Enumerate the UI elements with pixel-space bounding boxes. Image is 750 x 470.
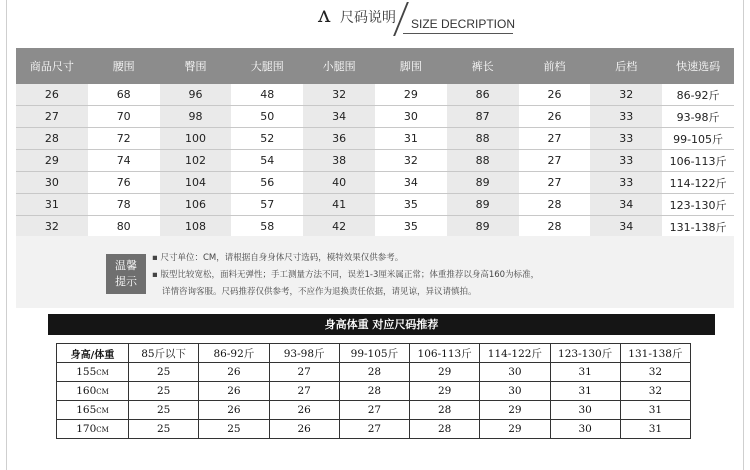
height-cell bbox=[57, 382, 129, 401]
recommendation-table bbox=[56, 343, 691, 439]
size-table-cell: 72 bbox=[88, 128, 160, 150]
size-table-cell: 58 bbox=[231, 216, 303, 238]
size-table-cell: 34 bbox=[590, 194, 662, 216]
recommended-size-cell: 32 bbox=[620, 363, 690, 382]
size-table-cell: 34 bbox=[303, 106, 375, 128]
size-table-cell: 99-105斤 bbox=[662, 128, 734, 150]
recommended-size-cell: 27 bbox=[339, 401, 409, 420]
size-table-cell: 96 bbox=[160, 84, 232, 106]
size-table-cell: 29 bbox=[16, 150, 88, 172]
size-table-cell: 54 bbox=[231, 150, 303, 172]
recommended-size-cell: 28 bbox=[339, 382, 409, 401]
size-table-cell: 26 bbox=[519, 84, 591, 106]
header-underline bbox=[403, 33, 513, 34]
size-table-cell: 32 bbox=[16, 216, 88, 238]
warm-tips-label-2: 提示 bbox=[115, 275, 137, 288]
recommended-size-cell: 31 bbox=[620, 401, 690, 420]
size-table-cell: 89 bbox=[447, 172, 519, 194]
size-table-cell: 28 bbox=[16, 128, 88, 150]
size-table-cell: 31 bbox=[375, 128, 447, 150]
size-table-cell: 32 bbox=[590, 84, 662, 106]
height-cell bbox=[57, 363, 129, 382]
height-value: 160 bbox=[76, 385, 97, 397]
size-table-cell: 108 bbox=[160, 216, 232, 238]
size-table-cell: 33 bbox=[590, 128, 662, 150]
waist-col-header: 腰围 bbox=[88, 48, 160, 84]
size-table-cell: 100 bbox=[160, 128, 232, 150]
front-rise-col-header: 前档 bbox=[519, 48, 591, 84]
recommended-size-cell: 29 bbox=[480, 401, 550, 420]
weight-col-header: 114-122斤 bbox=[480, 344, 550, 363]
size-table-row bbox=[16, 128, 734, 150]
weight-col-header: 85斤以下 bbox=[129, 344, 199, 363]
frame-right-border bbox=[743, 0, 744, 470]
recommended-size-cell: 28 bbox=[410, 420, 480, 439]
size-table-cell: 31 bbox=[16, 194, 88, 216]
height-weight-corner: 身高/体重 bbox=[57, 344, 129, 363]
size-table-cell: 34 bbox=[375, 172, 447, 194]
tip-note-units: ▪ 尺寸单位：CM，请根据自身身体尺寸选码，模特效果仅供参考。 bbox=[152, 253, 404, 263]
size-table-cell: 27 bbox=[519, 172, 591, 194]
size-table-cell: 86-92斤 bbox=[662, 84, 734, 106]
recommended-size-cell: 28 bbox=[339, 363, 409, 382]
size-table-cell: 29 bbox=[375, 84, 447, 106]
weight-col-header: 123-130斤 bbox=[550, 344, 620, 363]
size-table-row bbox=[16, 84, 734, 106]
size-table-cell: 33 bbox=[590, 150, 662, 172]
hip-col-header: 臀围 bbox=[160, 48, 232, 84]
header-title-en: SIZE DECRIPTION bbox=[411, 17, 516, 31]
size-table-cell: 35 bbox=[375, 216, 447, 238]
recommendation-row bbox=[57, 401, 691, 420]
height-unit: CM bbox=[96, 407, 109, 415]
thigh-col-header: 大腿围 bbox=[231, 48, 303, 84]
recommendation-row bbox=[57, 382, 691, 401]
back-rise-col-header: 后档 bbox=[590, 48, 662, 84]
size-table-cell: 123-130斤 bbox=[662, 194, 734, 216]
warm-tips-label-1: 温馨 bbox=[115, 259, 137, 272]
recommended-size-cell: 27 bbox=[339, 420, 409, 439]
size-table-cell: 40 bbox=[303, 172, 375, 194]
size-table-cell: 28 bbox=[519, 216, 591, 238]
weight-col-header: 106-113斤 bbox=[410, 344, 480, 363]
size-table-cell: 33 bbox=[590, 172, 662, 194]
size-table-cell: 52 bbox=[231, 128, 303, 150]
size-table-cell: 35 bbox=[375, 194, 447, 216]
tip-note-disclaimer: 详情咨询客服。尺码推荐仅供参考，不应作为退换责任依据，请见谅，异议请慎拍。 bbox=[162, 287, 477, 297]
size-table-cell: 80 bbox=[88, 216, 160, 238]
size-table-cell: 106 bbox=[160, 194, 232, 216]
size-table-cell: 93-98斤 bbox=[662, 106, 734, 128]
recommended-size-cell: 26 bbox=[269, 401, 339, 420]
recommended-size-cell: 31 bbox=[550, 363, 620, 382]
size-table-cell: 88 bbox=[447, 128, 519, 150]
weight-col-header: 99-105斤 bbox=[339, 344, 409, 363]
recommended-size-cell: 25 bbox=[129, 363, 199, 382]
size-table-cell: 56 bbox=[231, 172, 303, 194]
size-table-row bbox=[16, 216, 734, 238]
height-value: 165 bbox=[76, 404, 97, 416]
recommendation-header-row bbox=[57, 344, 691, 363]
size-table-cell: 76 bbox=[88, 172, 160, 194]
size-table-cell: 88 bbox=[447, 150, 519, 172]
size-table-cell: 87 bbox=[447, 106, 519, 128]
size-table-cell: 38 bbox=[303, 150, 375, 172]
tip-note-fit: ▪ 版型比较宽松，面料无弹性；手工测量方法不同，误差1-3厘米属正常；体重推荐以身高160为标准， bbox=[152, 270, 540, 280]
size-table-cell: 78 bbox=[88, 194, 160, 216]
size-table-cell: 106-113斤 bbox=[662, 150, 734, 172]
height-cell bbox=[57, 401, 129, 420]
size-col-header: 商品尺寸 bbox=[16, 48, 88, 84]
hem-col-header: 脚围 bbox=[375, 48, 447, 84]
size-table-cell: 114-122斤 bbox=[662, 172, 734, 194]
size-table-cell: 34 bbox=[590, 216, 662, 238]
size-table-cell: 50 bbox=[231, 106, 303, 128]
size-table-row bbox=[16, 172, 734, 194]
size-table-cell: 26 bbox=[16, 84, 88, 106]
size-table-cell: 104 bbox=[160, 172, 232, 194]
recommended-size-cell: 29 bbox=[410, 382, 480, 401]
size-table-row bbox=[16, 106, 734, 128]
size-table-cell: 57 bbox=[231, 194, 303, 216]
size-table-cell: 89 bbox=[447, 194, 519, 216]
height-unit: CM bbox=[96, 426, 109, 434]
size-table-cell: 74 bbox=[88, 150, 160, 172]
recommended-size-cell: 30 bbox=[550, 420, 620, 439]
warm-tips-badge bbox=[106, 254, 146, 294]
recommended-size-cell: 29 bbox=[410, 363, 480, 382]
size-table-cell: 32 bbox=[303, 84, 375, 106]
recommended-size-cell: 27 bbox=[269, 363, 339, 382]
size-table-cell: 70 bbox=[88, 106, 160, 128]
recommended-size-cell: 25 bbox=[129, 382, 199, 401]
recommended-size-cell: 32 bbox=[620, 382, 690, 401]
caret-mark-icon: ʌ bbox=[318, 3, 331, 28]
recommended-size-cell: 31 bbox=[620, 420, 690, 439]
size-table-cell: 30 bbox=[375, 106, 447, 128]
recommended-size-cell: 26 bbox=[269, 420, 339, 439]
recommended-size-cell: 26 bbox=[199, 382, 269, 401]
size-table-cell: 28 bbox=[519, 194, 591, 216]
size-table-cell: 41 bbox=[303, 194, 375, 216]
height-value: 170 bbox=[76, 423, 97, 435]
size-table-cell: 48 bbox=[231, 84, 303, 106]
quick-pick-col-header: 快速选码 bbox=[662, 48, 734, 84]
size-table-cell: 27 bbox=[519, 128, 591, 150]
size-table-cell: 33 bbox=[590, 106, 662, 128]
recommended-size-cell: 25 bbox=[129, 420, 199, 439]
size-table-cell: 27 bbox=[16, 106, 88, 128]
size-table-row bbox=[16, 150, 734, 172]
size-table-cell: 32 bbox=[375, 150, 447, 172]
height-unit: CM bbox=[96, 388, 109, 396]
height-cell bbox=[57, 420, 129, 439]
size-table-cell: 36 bbox=[303, 128, 375, 150]
height-unit: CM bbox=[96, 369, 109, 377]
recommended-size-cell: 28 bbox=[410, 401, 480, 420]
height-value: 155 bbox=[76, 366, 97, 378]
recommendation-row bbox=[57, 363, 691, 382]
size-table-cell: 131-138斤 bbox=[662, 216, 734, 238]
recommended-size-cell: 30 bbox=[480, 382, 550, 401]
recommendation-row bbox=[57, 420, 691, 439]
size-table-cell: 89 bbox=[447, 216, 519, 238]
recommended-size-cell: 25 bbox=[129, 401, 199, 420]
header-title-cn: 尺码说明 bbox=[340, 10, 396, 26]
recommended-size-cell: 26 bbox=[199, 363, 269, 382]
recommended-size-cell: 30 bbox=[550, 401, 620, 420]
size-table-cell: 27 bbox=[519, 150, 591, 172]
recommendation-title-bar: 身高体重 对应尺码推荐 bbox=[48, 314, 715, 335]
size-description-header bbox=[0, 0, 750, 42]
weight-col-header: 93-98斤 bbox=[269, 344, 339, 363]
size-table bbox=[16, 48, 734, 238]
size-table-header-row bbox=[16, 48, 734, 84]
recommended-size-cell: 31 bbox=[550, 382, 620, 401]
calf-col-header: 小腿围 bbox=[303, 48, 375, 84]
size-table-cell: 26 bbox=[519, 106, 591, 128]
size-table-cell: 30 bbox=[16, 172, 88, 194]
recommended-size-cell: 26 bbox=[199, 401, 269, 420]
size-table-cell: 102 bbox=[160, 150, 232, 172]
recommended-size-cell: 30 bbox=[480, 363, 550, 382]
size-table-cell: 98 bbox=[160, 106, 232, 128]
size-table-cell: 86 bbox=[447, 84, 519, 106]
recommended-size-cell: 29 bbox=[480, 420, 550, 439]
weight-col-header: 86-92斤 bbox=[199, 344, 269, 363]
recommended-size-cell: 25 bbox=[199, 420, 269, 439]
length-col-header: 裤长 bbox=[447, 48, 519, 84]
weight-col-header: 131-138斤 bbox=[620, 344, 690, 363]
size-table-cell: 68 bbox=[88, 84, 160, 106]
size-table-cell: 42 bbox=[303, 216, 375, 238]
frame-left-border bbox=[6, 0, 7, 470]
recommended-size-cell: 27 bbox=[269, 382, 339, 401]
size-table-row bbox=[16, 194, 734, 216]
